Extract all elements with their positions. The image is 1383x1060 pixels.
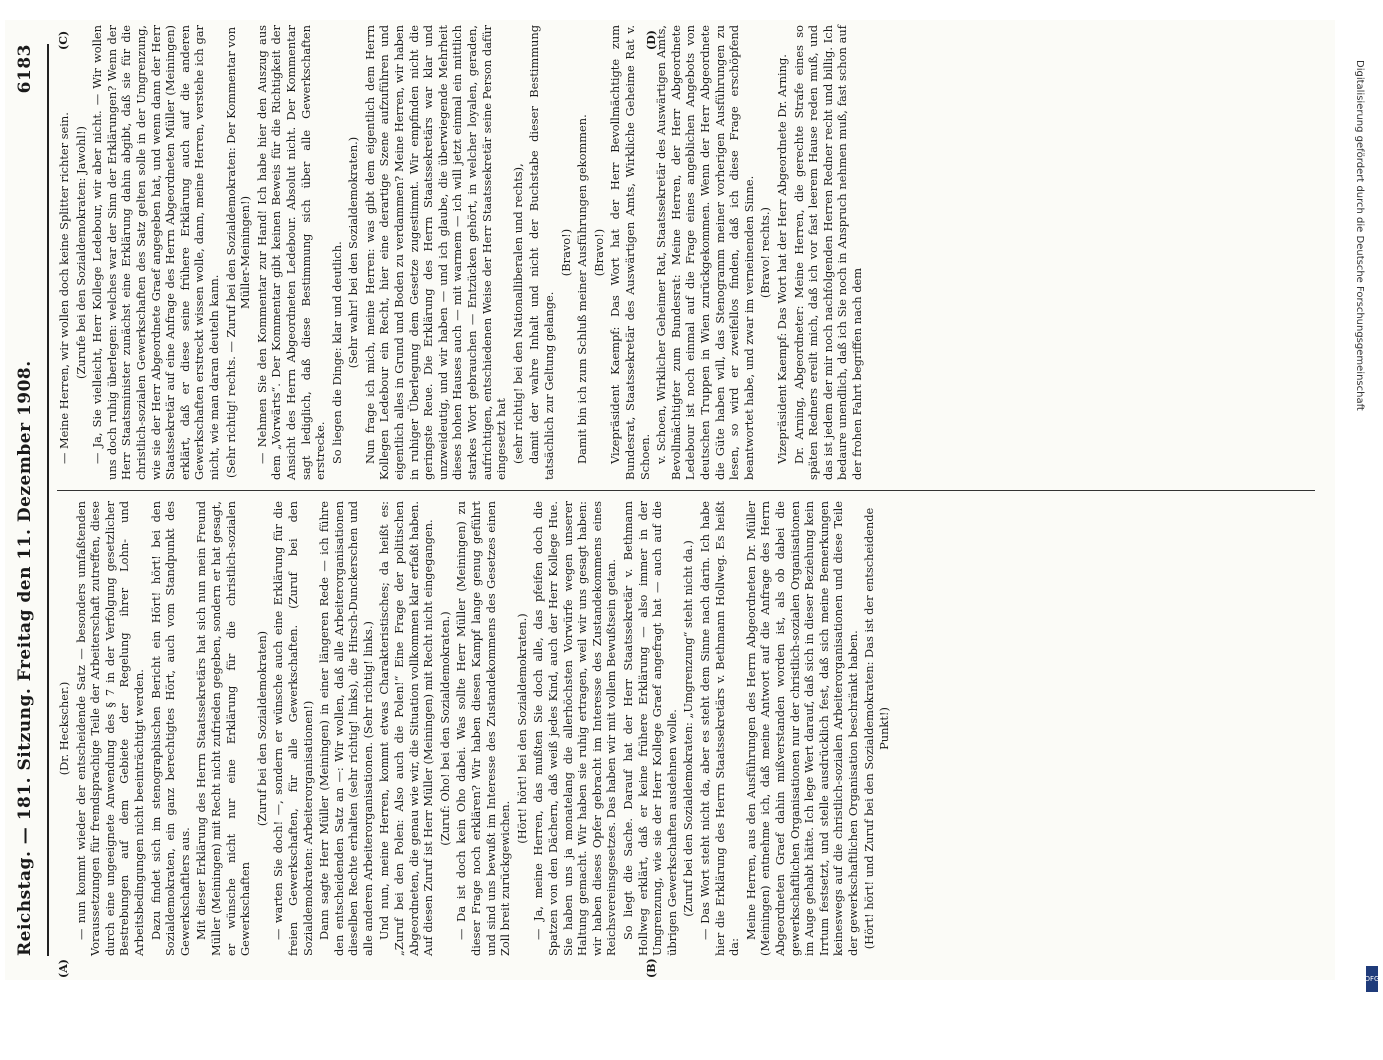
paragraph: — Meine Herren, wir wollen doch keine Splitter richter sein.: [57, 112, 71, 464]
margin-marker-a: (A): [57, 959, 70, 978]
margin-marker-c: (C): [57, 30, 70, 50]
paragraph: (Bravo!): [591, 228, 606, 277]
paragraph: So liegen die Dinge: klar und deutlich.: [329, 241, 344, 464]
paragraph: Dr. Arning, Abgeordneter: Meine Herren, die gerechte Strafe eines so späten Redners ereilt mich, daß ich vor fast leerem Hause reden muß, und das ist jedem der mir noch nachfolgenden Herren Redner recht und billig. Ich bedaure unendlich, daß ich Sie noch in Anspruch nehmen muß, fast schon auf der frohen Fahrt begriffen nach dem: [791, 25, 864, 480]
page-header-title: Reichstag. — 181. Sitzung. Freitag den 11. Dezember 1908.: [15, 360, 35, 956]
paragraph: (Zuruf bei den Sozialdemokraten: „Umgrenzung“ steht nicht da.): [681, 540, 696, 917]
paragraph: Nun frage ich mich, meine Herren: was gibt dem eigentlich dem Herrn Kollegen Ledebour ein Recht, hier eine derartige Szene aufzuführen und eigentlich alles in Grund und Boden zu verdammen? Meine Herren, wir haben in ruhiger Überlegung dem Gesetze zugestimmt. Wir empfinden nicht die geringste Reue. Die Erklärung des Herrn Staatssekretärs war klar und unzweideutig, und wir haben — und ich glaube, die überwiegende Mehrheit dieses hohen Hauses auch — mit warmem — ich will jetzt einmal ein mittlich starkes Wort gebrauchen — Entzücken gehört, in welcher loyalen, geraden, aufrichtigen, entschiedenen Weise der Herr Staatssekretär seine Person dafür eingesetzt hat: [362, 25, 509, 480]
paragraph: (Sehr wahr! bei den Sozialdemokraten.): [346, 136, 361, 369]
paragraph: (Zuruf bei den Sozialdemokraten): [254, 630, 269, 827]
page-number: 6183: [15, 44, 35, 94]
paragraph: (Sehr richtig! rechts. — Zuruf bei den Sozialdemokraten: Der Kommentar von Müller-Meiningen!): [223, 26, 253, 479]
paragraph: — Das Wort steht nicht da, aber es steht dem Sinne nach darin. Ich habe hier die Erklärung des Herrn Staatssekretärs v. Bethmann Hollweg. Es heißt da:: [697, 501, 742, 956]
paragraph: — Nehmen Sie den Kommentar zur Hand! Ich habe hier den Auszug aus dem „Vorwärts“. Der Kommentar gibt keinen Beweis für die Richtigkeit der Ansicht des Herrn Abgeordneten Ledebour. Absolut nicht. Der Kommentar sagt lediglich, daß diese Bestimmung sich über alle Gewerkschaften erstrecke.: [254, 25, 328, 480]
paragraph: Meine Herren, aus den Ausführungen des Herrn Abgeordneten Dr. Müller (Meiningen) entnehme ich, daß meine Antwort auf die Anfrage des Herrn Abgeordneten Graef dahin mißverstanden worden ist, als ob dabei die gewerkschaftlichen Organisationen nur der christlich-sozialen Organisationen im Auge gehabt hätte. Ich lege Wert darauf, daß sich in dieser Beziehung kein Irrtum festsetzt, und stelle ausdrücklich fest, daß sich meine Bemerkungen keineswegs auf die christlich-sozialen Arbeiterorganisationen und diese Teile der gewerkschaftlichen Organisation beschränkt haben.: [743, 501, 860, 956]
paragraph: v. Schoen, Wirklicher Geheimer Rat, Staatssekretär des Auswärtigen Amts, Bevollmächtigter zum Bundesrat: Meine Herren, der Herr Abgeordnete Ledebour ist noch einmal auf die Frage eines angeblichen Angebots von deutschen Truppen in Wien zurückgekommen. Wenn der Herr Abgeordnete die Güte haben will, das Stenogramm meiner vorherigen Ausführungen zu lesen, so wird er zweifellos finden, daß ich diese Frage erschöpfend beantwortet habe, und zwar im verneinenden Sinne.: [654, 25, 756, 480]
paragraph: Und nun, meine Herren, kommt etwas Charakteristisches; da heißt es: „Zuruf bei den Polen: Also auch die Polen!“ Eine Frage der politischen Abgeordneten, die genau wie wir, die Situation vollkommen klar erfaßt haben. Auf diesen Zuruf ist Herr Müller (Meiningen) mit Recht nicht eingegangen.: [377, 501, 436, 956]
paragraph: (Zurufe bei den Sozialdemokraten: Jawohl!): [73, 126, 88, 379]
left-column: [57, 501, 1315, 956]
paragraph: Vizepräsident Kaempf: Das Wort hat der Herr Abgeordnete Dr. Arning.: [774, 54, 789, 464]
header-rule: [47, 44, 49, 956]
paragraph: — Ja, meine Herren, das mußten Sie doch alle, das pfeifen doch die Spatzen von den Dächern, daß weiß jedes Kind, auch der Herr Kollege Hue. Sie haben uns ja monatelang die allerhöchsten Vorwürfe wegen unserer Haltung gemacht. Wir haben sie ruhig ertragen, weil wir uns gesagt haben: wir haben dieses Opfer gebracht im Interesse des Zustandekommens eines Reichsvereinsgesetzes. Das haben wir mit vollem Bewußtsein getan.: [531, 501, 619, 956]
paragraph: Mit dieser Erklärung des Herrn Staatssekretärs hat sich nun mein Freund Müller (Meiningen) mit Recht nicht zufrieden gegeben, sondern er hat gesagt, er wünsche nicht nur eine Erklärung für die christlich-sozialen Gewerkschaften: [194, 501, 253, 956]
paragraph: (Dr. Heckscher.): [57, 681, 71, 776]
right-column: [57, 25, 1315, 480]
digitization-note: Digitalisierung gefördert durch die Deutsche Forschungsgemeinschaft: [1354, 60, 1365, 411]
paragraph: Dann sagte Herr Müller (Meiningen) in einer längeren Rede — ich führe den entscheidenden Satz an —: Wir wollen, daß alle Arbeiterorganisationen dieselben Rechte erhalten (sehr richtig! links), die Hirsch-Dunckerschen und alle anderen Arbeiterorganisationen. (Sehr richtig! links.): [317, 501, 375, 956]
dfg-logo: DFG: [1366, 966, 1378, 992]
paragraph: Damit bin ich zum Schluß meiner Ausführungen gekommen.: [575, 114, 590, 464]
paragraph: So liegt die Sache. Darauf hat der Herr Staatssekretär v. Bethmann Hollweg erklärt, daß er keine frühere Erklärung — also immer in der Umgrenzung, wie sie der Herr Kollege Graef angefragt hat — auch auf die übrigen Gewerkschaften ausdehnen wolle.: [620, 501, 679, 956]
paragraph: (Hört! hört! bei den Sozialdemokraten.): [514, 613, 529, 844]
margin-marker-b: (B): [645, 958, 658, 978]
paragraph: Dazu findet sich im stenographischen Bericht ein Hört! hört! bei den Sozialdemokraten, ein ganz berechtigtes Hört, auch vom Standpunkt des Gewerkschaftlers aus.: [148, 501, 192, 956]
paragraph: (Bravo!): [558, 228, 573, 277]
column-separator: [57, 490, 1315, 491]
margin-marker-d: (D): [645, 30, 658, 50]
paragraph: damit der wahre Inhalt und nicht der Buchstabe dieser Bestimmung tatsächlich zur Geltung gelange.: [527, 25, 556, 480]
paragraph: — warten Sie doch! —, sondern er wünsche auch eine Erklärung für die freien Gewerkschaften, für alle Gewerkschaften. (Zuruf bei den Sozialdemokraten: Arbeiterorganisationen!): [271, 501, 315, 956]
paragraph: Vizepräsident Kaempf: Das Wort hat der Herr Bevollmächtigte zum Bundesrat, Staatssekretär des Auswärtigen Amts, Wirkliche Geheime Rat v. Schoen.: [608, 25, 652, 480]
page-header: [5, 20, 45, 980]
paragraph: — Da ist doch kein Oho dabei. Was sollte Herr Müller (Meiningen) zu dieser Frage noch erklären? Wir haben diesen Kampf lange genug geführt und sind uns bewußt im Interesse des Zustandekommens des Gesetzes einen Zoll breit zurückgewichen.: [454, 501, 513, 956]
paragraph: (Hört! hört! und Zuruf bei den Sozialdemokraten: Das ist der entscheidende Punkt!): [862, 507, 892, 950]
paragraph: — Ja, Sie vielleicht, Herr Kollege Ledebour, wir aber nicht. — Wir wollen uns doch ruhig überlegen: welches war der Sinn der Erklärungen? Wenn der Herr Staatsminister zunächst eine Erklärung dahin abgibt, daß sie für die christlich-sozialen Gewerkschaften des Satz gelten solle in der Umgrenzung, wie sie der Herr Abgeordnete Graef angegeben hat, und wenn dann der Herr Staatssekretär auf eine Anfrage des Herrn Abgeordneten Müller (Meiningen) erklärt, daß er diese seine frühere Erklärung auch auf die anderen Gewerkschaften erstreckt wissen wolle, dann, meine Herren, verstehe ich gar nicht, wie man daran deuteln kann.: [90, 25, 221, 480]
scanned-page: [5, 20, 1335, 980]
paragraph: — nun kommt wieder der entscheidende Satz — besonders umfaßtenden Voraussetzungen für fremdsprachige Teile der Arbeiterschaft zutreffen, diese durch eine ungeeignete Anwendung des § 7 in der Verfolgung gesetzlicher Bestrebungen auf dem Gebiete der Regelung ihrer Lohn- und Arbeitsbedingungen nicht beeinträchtigt werden.: [73, 501, 146, 956]
paragraph: (Zuruf: Oho! bei den Sozialdemokraten.): [437, 611, 452, 846]
paragraph: (Bravo! rechts.): [758, 207, 773, 298]
paragraph: (sehr richtig! bei den Nationalliberalen und rechts),: [510, 163, 525, 464]
